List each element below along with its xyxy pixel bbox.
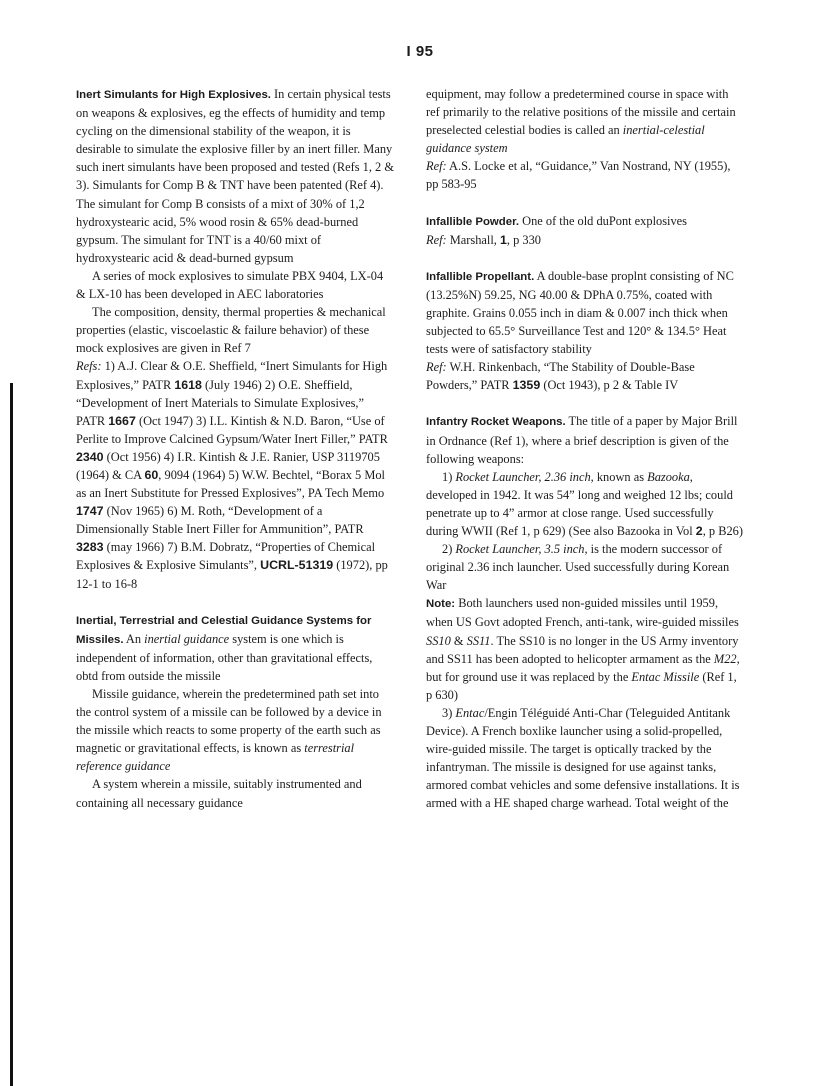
scan-edge-bar xyxy=(10,383,13,1086)
left-column xyxy=(76,85,394,812)
paragraph: Missile guidance, wherein the predetermined path set into the control system of a missile can be followed by a device in the missile which reacts to some property of the earth such as magnetic or gravitational effects, is known as terrestrial reference guidance xyxy=(76,687,382,774)
continued-text: equipment, may follow a predetermined course in space with ref primarily to the relative positions of the missile and certain preselected celestial bodies is called an inertial-celestial guidance system xyxy=(426,87,736,156)
list-item: 3) Entac/Engin Téléguidé Anti-Char (Teleguided Antitank Device). A French boxlike launcher using a solid-propelled, wire-guided missile. The target is optically tracked by the infantryman. The missile is designed for use against tanks, armored combat vehicles and some defensive installations. It is armed with a HE shaped charge warhead. Total weight of the xyxy=(426,705,740,811)
entry-heading: Infallible Powder. xyxy=(426,215,520,228)
entry-heading: Infantry Rocket Weapons. xyxy=(426,416,566,429)
infallible-powder-entry: Infallible Powder. One of the old duPont explosives xyxy=(426,213,687,228)
paragraph: A system wherein a missile, suitably instrumented and containing all necessary guidance xyxy=(76,777,362,810)
list-item: 2) Rocket Launcher, 3.5 inch, is the modern successor of original 2.36 inch launcher. Used successfully during Korean War xyxy=(426,542,730,593)
paragraph: A series of mock explosives to simulate PBX 9404, LX-04 & LX-10 has been developed in AEC laboratories xyxy=(76,268,384,302)
inert-simulants-entry: Inert Simulants for High Explosives. In certain physical tests on weapons & explosives, eg the effects of humidity and temp cycling on the dimensional stability of the weapon, it is desirable to simulate the explosive filler by an inert filler. Many such inert simulants have been proposed and tested (Refs 1, 2 & 3). Simulants for Comp B & TNT have been patented (Ref 4). The simulant for Comp B consists of a mixt of 30% of 1,2 hydroxystearic acid, 5% wood rosin & 65% dead-burned gypsum. The simulant for TNT is a 40/60 mixt of hydroxystearic acid & dead-burned gypsum xyxy=(76,87,394,265)
infallible-propellant-entry: Infallible Propellant. A double-base proplnt consisting of NC (13.25%N) 59.25, NG 40.00 & DPhA 0.75%, coated with graphite. Grains 0.055 inch in diam & 0.007 inch thick when subjected to 65.5° Surveillance Test and 120° & 134.5° Heat tests were of satisfactory stability xyxy=(426,268,734,357)
reference: Ref: W.H. Rinkenbach, “The Stability of Double-Base Powders,” PATR 1359 (Oct 1943), p 2 & Table IV xyxy=(426,360,695,393)
list-item: 1) Rocket Launcher, 2.36 inch, known as Bazooka, developed in 1942. It was 54” long and weighed 12 lbs; could penetrate up to 4” armor at close range. Used successfully during WWII (Ref 1, p 629) (See also Bazooka in Vol 2, p B26) xyxy=(426,469,743,538)
entry-heading: Inertial, Terrestrial and Celestial Guidance Systems for Missiles. xyxy=(76,614,372,646)
refs-label: Refs: xyxy=(76,359,102,374)
entry-heading: Infallible Propellant. xyxy=(426,270,535,283)
infantry-rocket-entry: Infantry Rocket Weapons. The title of a paper by Major Brill in Ordnance (Ref 1), where a brief description is given of the following weapons: xyxy=(426,414,738,466)
right-column xyxy=(426,85,744,812)
page-number: I 95 xyxy=(406,43,434,60)
note: Note: Both launchers used non-guided missiles until 1959, when US Govt adopted French, anti-tank, wire-guided missiles SS10 & SS11. The SS10 is no longer in the US Army inventory and SS11 has been adopted to helicopter armament as the M22, but for ground use it was replaced by the Entac Missile (Ref 1, p 630) xyxy=(426,596,740,702)
reference: Ref: Marshall, 1, p 330 xyxy=(426,232,541,247)
references: Refs: 1) A.J. Clear & O.E. Sheffield, “Inert Simulants for High Explosives,” PATR 1618 (July 1946) 2) O.E. Sheffield, “Development of Inert Materials to Simulate Explosives,” PATR 1667 (Oct 1947) 3) I.L. Kintish & N.D. Baron, “Use of Perlite to Improve Calcined Gypsum/Water Inert Filler,” PATR 2340 (Oct 1956) 4) I.R. Kintish & J.E. Ranier, USP 3119705 (1964) & CA 60, 9094 (1964) 5) W.W. Bechtel, “Borax 5 Mol as an Inert Substitute for Pressed Explosives”, PA Tech Memo 1747 (Nov 1965) 6) M. Roth, “Development of a Dimensionally Stable Inert Filler for Ammunition”, PATR 3283 (may 1966) 7) B.M. Dobratz, “Properties of Chemical Explosives & Explosive Simulants”, UCRL-51319 (1972), pp 12-1 to 16-8 xyxy=(76,359,388,591)
paragraph: The composition, density, thermal properties & mechanical properties (elastic, viscoelastic & failure behavior) of these mock explosives are given in Ref 7 xyxy=(76,305,386,356)
inertial-guidance-entry: Inertial, Terrestrial and Celestial Guidance Systems for Missiles. An inertial guidance system is one which is independent of information, other than gravitational effects, obtd from outside the missile xyxy=(76,614,373,683)
entry-heading: Inert Simulants for High Explosives. xyxy=(76,89,271,101)
reference: Ref: A.S. Locke et al, “Guidance,” Van Nostrand, NY (1955), pp 583-95 xyxy=(426,159,731,192)
